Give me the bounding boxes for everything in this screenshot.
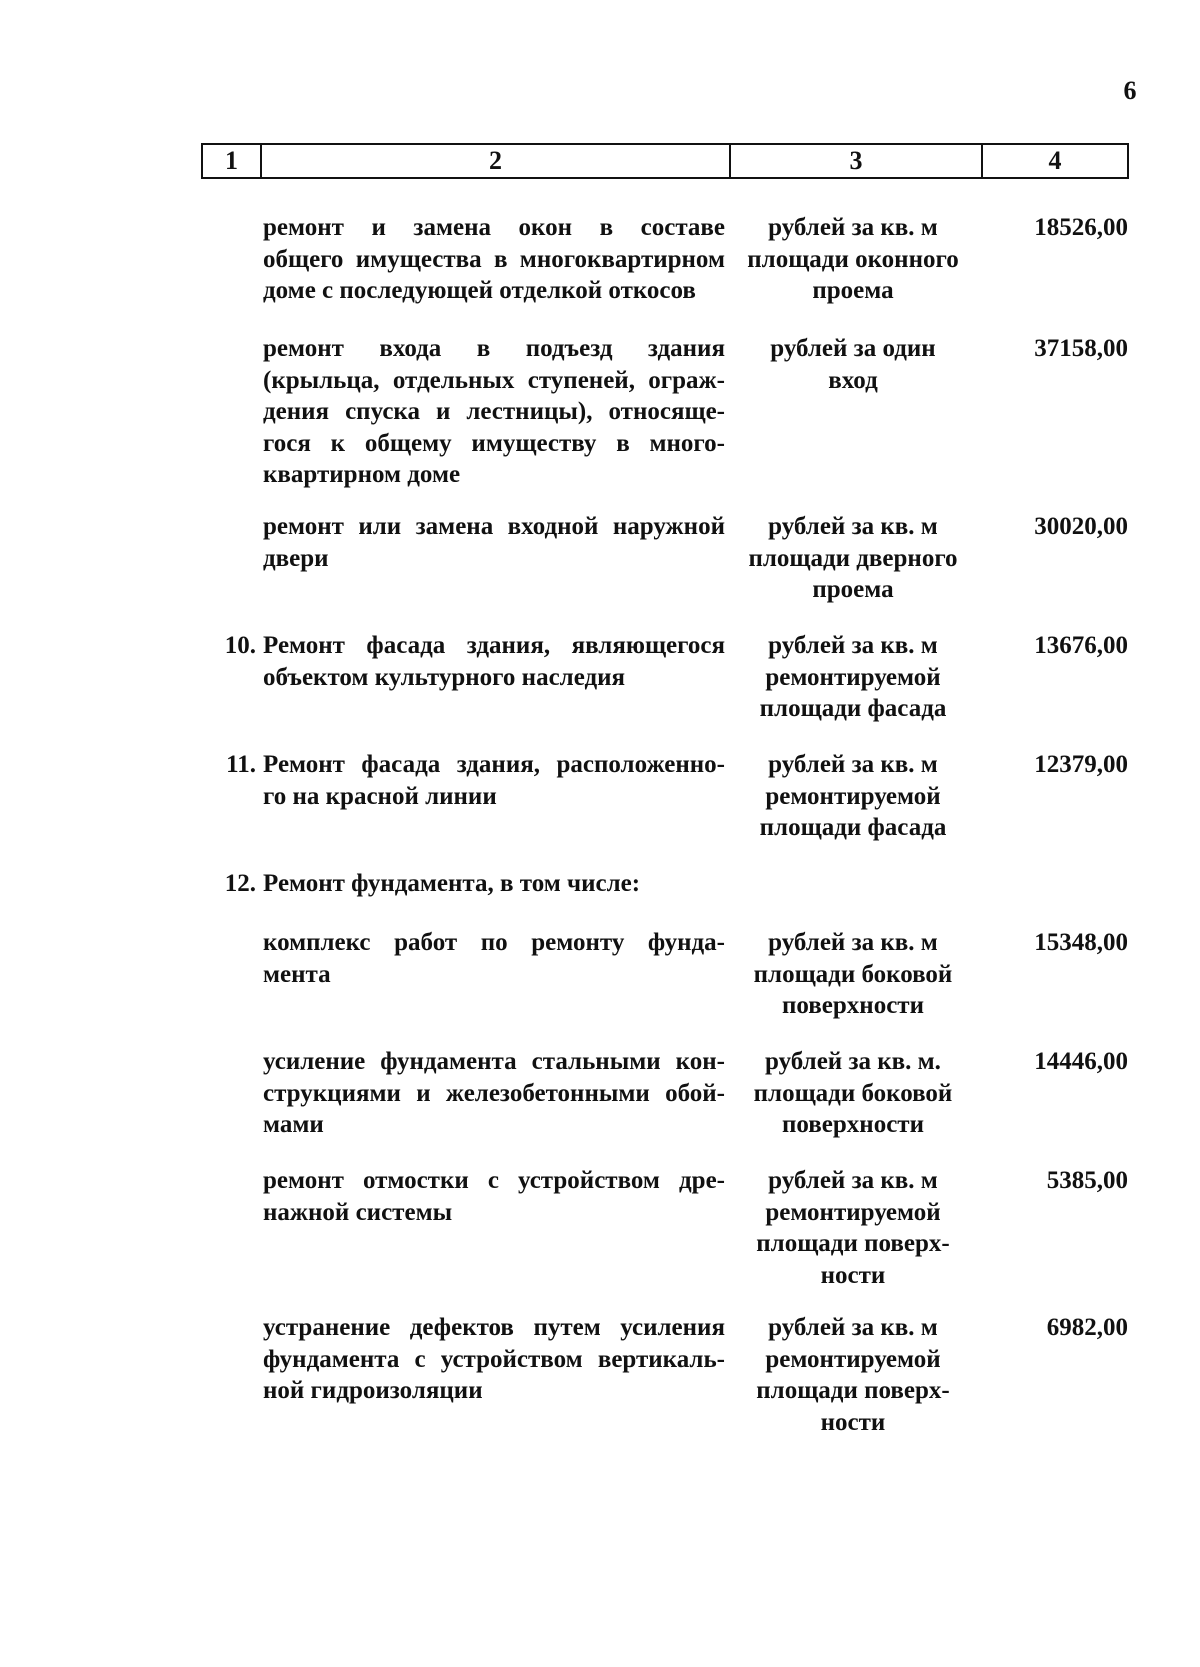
description-line: ремонт входа в подъезд здания bbox=[263, 335, 725, 362]
description-line: го на красной линии bbox=[263, 782, 497, 810]
unit-line: рублей за один bbox=[770, 335, 936, 362]
row-unit bbox=[733, 749, 973, 844]
unit-line: площади поверх- bbox=[756, 1230, 950, 1257]
description-line: двери bbox=[263, 544, 329, 572]
row-unit bbox=[733, 927, 973, 1022]
header-col-2: 2 bbox=[262, 145, 731, 177]
row-number: 11. bbox=[226, 751, 256, 778]
unit-line: ности bbox=[820, 1261, 886, 1289]
description-line: Ремонт фасада здания, расположенно- bbox=[263, 751, 725, 778]
unit-line: поверхности bbox=[782, 1111, 924, 1138]
description-line: Ремонт фундамента, в том числе: bbox=[263, 870, 641, 897]
description-line: устранение дефектов путем усиления bbox=[263, 1314, 725, 1341]
description-line: ремонт и замена окон в составе bbox=[263, 214, 725, 241]
unit-line: площади дверного bbox=[748, 544, 958, 572]
description-line: объектом культурного наследия bbox=[263, 663, 626, 691]
description-line: ремонт отмостки с устройством дре- bbox=[263, 1167, 725, 1194]
description-line: нажной системы bbox=[263, 1198, 453, 1226]
row-unit bbox=[733, 1165, 973, 1291]
row-description bbox=[263, 630, 725, 693]
description-line: дения спуска и лестницы), относяще- bbox=[263, 398, 725, 425]
row-value: 30020,00 bbox=[1034, 513, 1128, 540]
unit-line: площади поверх- bbox=[756, 1377, 950, 1404]
description-line: гося к общему имуществу в много- bbox=[263, 429, 725, 457]
row-description bbox=[263, 868, 725, 900]
unit-line: площади оконного bbox=[747, 245, 959, 273]
row-unit bbox=[733, 1046, 973, 1141]
header-col-3: 3 bbox=[731, 145, 983, 177]
row-description bbox=[263, 511, 725, 574]
row-description bbox=[263, 927, 725, 990]
header-col-1: 1 bbox=[203, 145, 262, 177]
row-description bbox=[263, 1165, 725, 1228]
unit-line: ремонтируемой bbox=[765, 1345, 941, 1373]
row-value: 5385,00 bbox=[1046, 1167, 1128, 1194]
description-line: квартирном доме bbox=[263, 461, 461, 488]
description-line: ной гидроизоляции bbox=[263, 1377, 483, 1404]
unit-line: поверхности bbox=[782, 992, 924, 1019]
row-description bbox=[263, 212, 725, 307]
row-unit bbox=[733, 212, 973, 307]
description-line: усиление фундамента стальными кон- bbox=[263, 1048, 725, 1075]
description-line: мами bbox=[263, 1111, 324, 1138]
row-value: 6982,00 bbox=[1046, 1314, 1128, 1341]
description-line: ремонт или замена входной наружной bbox=[263, 513, 725, 540]
unit-line: рублей за кв. м bbox=[768, 214, 938, 241]
unit-line: ремонтируемой bbox=[765, 1198, 941, 1226]
description-line: общего имущества в многоквартирном bbox=[263, 245, 725, 273]
unit-line: рублей за кв. м bbox=[768, 929, 938, 956]
row-unit bbox=[733, 511, 973, 606]
table-header bbox=[201, 143, 1129, 179]
description-line: Ремонт фасада здания, являющегося bbox=[263, 632, 725, 659]
unit-line: вход bbox=[828, 366, 878, 394]
description-line: струкциями и железобетонными обой- bbox=[263, 1079, 725, 1107]
description-line: доме с последующей отделкой откосов bbox=[263, 277, 696, 304]
unit-line: площади фасада bbox=[759, 695, 947, 722]
unit-line: площади фасада bbox=[759, 814, 947, 841]
row-value: 37158,00 bbox=[1034, 335, 1128, 362]
unit-line: рублей за кв. м bbox=[768, 751, 938, 778]
unit-line: ремонтируемой bbox=[765, 663, 941, 691]
unit-line: рублей за кв. м bbox=[768, 1167, 938, 1194]
row-value: 15348,00 bbox=[1034, 929, 1128, 956]
unit-line: проема bbox=[812, 277, 894, 304]
row-number: 12. bbox=[224, 870, 256, 897]
header-col-4: 4 bbox=[1048, 146, 1062, 175]
description-line: комплекс работ по ремонту фунда- bbox=[263, 929, 725, 956]
row-description bbox=[263, 1312, 725, 1407]
row-description bbox=[263, 749, 725, 812]
page-number: 6 bbox=[1123, 76, 1137, 105]
unit-line: рублей за кв. м. bbox=[765, 1048, 941, 1075]
unit-line: рублей за кв. м bbox=[768, 632, 938, 659]
unit-line: рублей за кв. м bbox=[768, 1314, 938, 1341]
row-description bbox=[263, 333, 725, 491]
unit-line: ремонтируемой bbox=[765, 782, 941, 810]
unit-line: проема bbox=[812, 576, 894, 603]
unit-line: ности bbox=[820, 1408, 886, 1436]
description-line: фундамента с устройством вертикаль- bbox=[263, 1345, 725, 1373]
description-line: мента bbox=[263, 960, 331, 988]
description-line: (крыльца, отдельных ступеней, ограж- bbox=[263, 366, 725, 394]
row-unit bbox=[733, 630, 973, 725]
unit-line: площади боковой bbox=[753, 1079, 953, 1107]
row-value: 12379,00 bbox=[1034, 751, 1128, 778]
row-unit bbox=[733, 333, 973, 396]
row-value: 14446,00 bbox=[1034, 1048, 1128, 1075]
unit-line: площади боковой bbox=[753, 960, 953, 988]
row-value: 18526,00 bbox=[1034, 214, 1128, 241]
row-description bbox=[263, 1046, 725, 1141]
row-number: 10. bbox=[224, 632, 256, 659]
row-value: 13676,00 bbox=[1034, 632, 1128, 659]
unit-line: рублей за кв. м bbox=[768, 513, 938, 540]
row-unit bbox=[733, 1312, 973, 1438]
